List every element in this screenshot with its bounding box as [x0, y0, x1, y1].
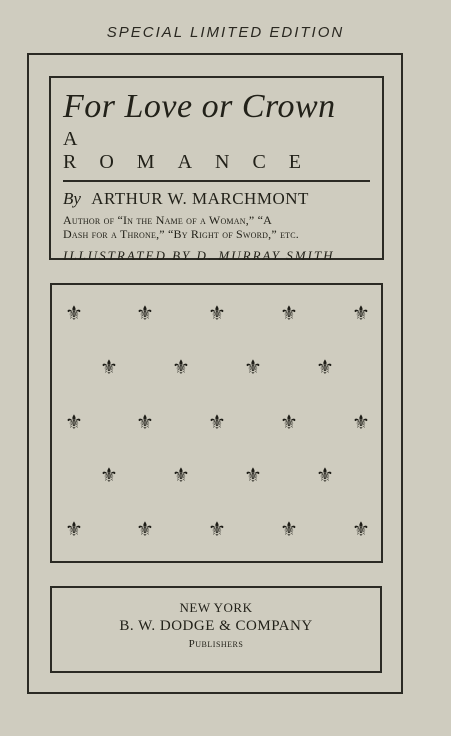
publisher-label: Publishers [188, 638, 244, 650]
fleur-de-lis-icon: ⚜ [316, 463, 334, 487]
fleur-de-lis-icon: ⚜ [352, 410, 370, 434]
fleur-de-lis-icon: ⚜ [65, 301, 83, 325]
title-rule [63, 180, 370, 182]
fleur-de-lis-icon: ⚜ [208, 301, 226, 325]
publisher-city: NEW YORK [179, 600, 253, 615]
fleur-de-lis-icon: ⚜ [208, 410, 226, 434]
credits-line-2: Dash for a Throne,” “By Right of Sword,” etc. [63, 227, 299, 241]
fleur-de-lis-icon: ⚜ [280, 301, 298, 325]
author-credits [63, 213, 370, 241]
author-line [63, 190, 370, 208]
fleur-de-lis-icon: ⚜ [172, 463, 190, 487]
fleur-de-lis-icon: ⚜ [65, 410, 83, 434]
fleur-de-lis-icon: ⚜ [172, 355, 190, 379]
book-title: For Love or Crown [63, 88, 336, 125]
fleur-de-lis-icon: ⚜ [352, 517, 370, 541]
author-name: ARTHUR W. MARCHMONT [91, 189, 309, 208]
fleur-de-lis-icon: ⚜ [244, 355, 262, 379]
fleur-de-lis-icon: ⚜ [100, 463, 118, 487]
publisher-panel [50, 586, 382, 673]
illustrator-credit: ILLUSTRATED BY D. MURRAY SMITH [63, 248, 335, 263]
fleur-de-lis-icon: ⚜ [280, 410, 298, 434]
author-prefix: By [63, 189, 81, 208]
fleur-de-lis-icon: ⚜ [136, 410, 154, 434]
fleur-de-lis-icon: ⚜ [208, 517, 226, 541]
credits-line-1: Author of “In the Name of a Woman,” “A [63, 213, 273, 227]
fleur-de-lis-icon: ⚜ [136, 517, 154, 541]
fleur-de-lis-icon: ⚜ [352, 301, 370, 325]
fleur-de-lis-icon: ⚜ [316, 355, 334, 379]
fleur-de-lis-icon: ⚜ [244, 463, 262, 487]
book-subtitle: A ROMANCE [63, 128, 325, 173]
ornament-panel [50, 283, 383, 563]
publisher-name: B. W. DODGE & COMPANY [119, 618, 313, 634]
fleur-de-lis-icon: ⚜ [136, 301, 154, 325]
edition-banner: SPECIAL LIMITED EDITION [106, 24, 345, 41]
fleur-de-lis-icon: ⚜ [100, 355, 118, 379]
title-panel [49, 76, 384, 263]
fleur-de-lis-icon: ⚜ [280, 517, 298, 541]
fleur-de-lis-icon: ⚜ [65, 517, 83, 541]
